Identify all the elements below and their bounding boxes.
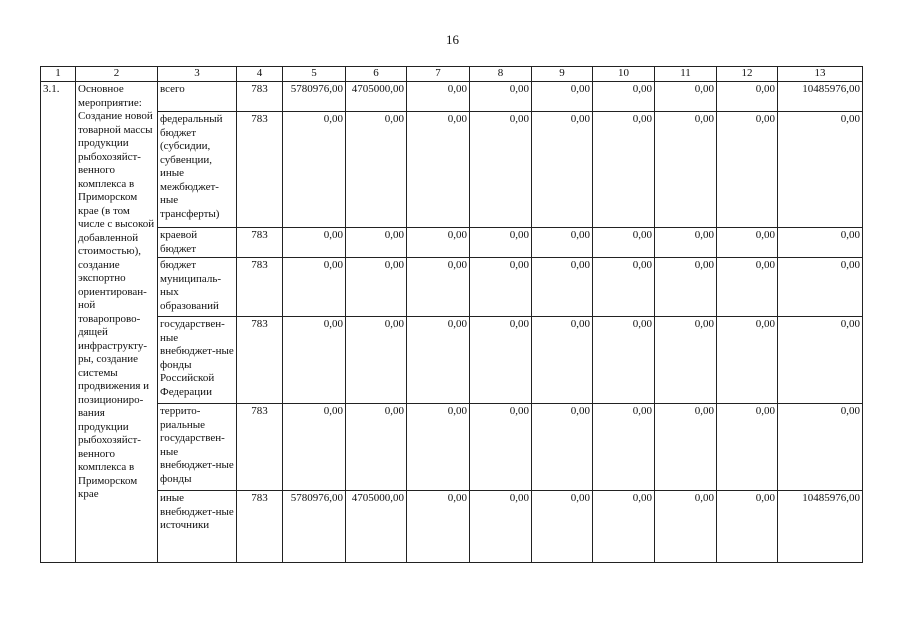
funding-source: бюджет муниципаль-ных образований bbox=[158, 258, 237, 317]
value-cell: 0,00 bbox=[655, 258, 717, 317]
column-header: 1 bbox=[41, 67, 76, 82]
value-cell: 0,00 bbox=[655, 228, 717, 258]
table-row bbox=[41, 317, 863, 404]
value-cell: 0,00 bbox=[532, 317, 593, 404]
funding-source: краевой бюджет bbox=[158, 228, 237, 258]
value-cell: 0,00 bbox=[470, 228, 532, 258]
value-cell: 0,00 bbox=[532, 404, 593, 491]
column-header: 13 bbox=[778, 67, 863, 82]
column-header: 3 bbox=[158, 67, 237, 82]
value-cell: 0,00 bbox=[655, 82, 717, 112]
page-number: 16 bbox=[446, 32, 459, 47]
value-cell: 0,00 bbox=[470, 112, 532, 228]
funding-source: государствен-ные внебюджет-ные фонды Российской Федерации bbox=[158, 317, 237, 404]
column-header: 6 bbox=[346, 67, 407, 82]
value-cell: 0,00 bbox=[346, 404, 407, 491]
value-cell: 0,00 bbox=[470, 258, 532, 317]
value-cell: 4705000,00 bbox=[346, 82, 407, 112]
value-cell: 0,00 bbox=[717, 82, 778, 112]
column-header: 5 bbox=[283, 67, 346, 82]
code-cell: 783 bbox=[237, 82, 283, 112]
column-header: 10 bbox=[593, 67, 655, 82]
value-cell: 0,00 bbox=[407, 112, 470, 228]
value-cell: 0,00 bbox=[778, 112, 863, 228]
value-cell: 0,00 bbox=[470, 82, 532, 112]
value-cell: 0,00 bbox=[717, 404, 778, 491]
value-cell: 10485976,00 bbox=[778, 82, 863, 112]
funding-source: федеральный бюджет (субсидии, субвенции, иные межбюджет-ные трансферты) bbox=[158, 112, 237, 228]
column-header: 8 bbox=[470, 67, 532, 82]
funding-source: иные внебюджет-ные источники bbox=[158, 491, 237, 563]
value-cell: 0,00 bbox=[532, 228, 593, 258]
value-cell: 0,00 bbox=[407, 404, 470, 491]
value-cell: 0,00 bbox=[470, 404, 532, 491]
table-row bbox=[41, 491, 863, 563]
column-header: 2 bbox=[76, 67, 158, 82]
value-cell: 0,00 bbox=[407, 317, 470, 404]
value-cell: 0,00 bbox=[655, 317, 717, 404]
value-cell: 0,00 bbox=[593, 112, 655, 228]
value-cell: 0,00 bbox=[655, 491, 717, 563]
value-cell: 0,00 bbox=[470, 317, 532, 404]
value-cell: 0,00 bbox=[717, 491, 778, 563]
value-cell: 0,00 bbox=[346, 317, 407, 404]
column-header: 9 bbox=[532, 67, 593, 82]
code-cell: 783 bbox=[237, 228, 283, 258]
column-header: 12 bbox=[717, 67, 778, 82]
value-cell: 0,00 bbox=[593, 491, 655, 563]
value-cell: 0,00 bbox=[717, 112, 778, 228]
value-cell: 0,00 bbox=[532, 82, 593, 112]
value-cell: 0,00 bbox=[717, 317, 778, 404]
value-cell: 0,00 bbox=[717, 228, 778, 258]
header-row bbox=[41, 67, 863, 82]
budget-table bbox=[40, 66, 863, 563]
value-cell: 5780976,00 bbox=[283, 491, 346, 563]
value-cell: 0,00 bbox=[532, 112, 593, 228]
value-cell: 0,00 bbox=[283, 112, 346, 228]
column-header: 11 bbox=[655, 67, 717, 82]
value-cell: 0,00 bbox=[655, 404, 717, 491]
value-cell: 0,00 bbox=[593, 317, 655, 404]
code-cell: 783 bbox=[237, 258, 283, 317]
value-cell: 0,00 bbox=[778, 258, 863, 317]
value-cell: 0,00 bbox=[778, 404, 863, 491]
table-row bbox=[41, 82, 863, 112]
value-cell: 0,00 bbox=[593, 228, 655, 258]
value-cell: 0,00 bbox=[593, 258, 655, 317]
value-cell: 10485976,00 bbox=[778, 491, 863, 563]
code-cell: 783 bbox=[237, 112, 283, 228]
value-cell: 0,00 bbox=[407, 228, 470, 258]
activity-name: Основное мероприятие: Создание новой товарной массы продукции рыбохозяйст-венного комплекса в Приморском крае (в том числе с высокой добавленной стоимостью), создание экспортно ориентирован-ной товаропрово-дящей инфраструкту-ры, создание системы продвижения и позициониро-вания продукции рыбохозяйст-венного комплекса в Приморском крае bbox=[76, 82, 158, 563]
funding-source: террито-риальные государствен-ные внебюджет-ные фонды bbox=[158, 404, 237, 491]
value-cell: 0,00 bbox=[283, 228, 346, 258]
code-cell: 783 bbox=[237, 317, 283, 404]
value-cell: 0,00 bbox=[407, 491, 470, 563]
value-cell: 0,00 bbox=[283, 404, 346, 491]
code-cell: 783 bbox=[237, 404, 283, 491]
value-cell: 0,00 bbox=[593, 82, 655, 112]
value-cell: 0,00 bbox=[283, 317, 346, 404]
value-cell: 0,00 bbox=[407, 82, 470, 112]
funding-source: всего bbox=[158, 82, 237, 112]
value-cell: 0,00 bbox=[717, 258, 778, 317]
value-cell: 0,00 bbox=[593, 404, 655, 491]
value-cell: 0,00 bbox=[407, 258, 470, 317]
value-cell: 5780976,00 bbox=[283, 82, 346, 112]
value-cell: 0,00 bbox=[655, 112, 717, 228]
value-cell: 0,00 bbox=[778, 228, 863, 258]
row-number: 3.1. bbox=[41, 82, 76, 563]
table-row bbox=[41, 112, 863, 228]
table-row bbox=[41, 228, 863, 258]
value-cell: 0,00 bbox=[346, 258, 407, 317]
column-header: 7 bbox=[407, 67, 470, 82]
value-cell: 0,00 bbox=[470, 491, 532, 563]
column-header: 4 bbox=[237, 67, 283, 82]
value-cell: 0,00 bbox=[778, 317, 863, 404]
value-cell: 0,00 bbox=[532, 258, 593, 317]
code-cell: 783 bbox=[237, 491, 283, 563]
value-cell: 0,00 bbox=[346, 112, 407, 228]
table-row bbox=[41, 404, 863, 491]
value-cell: 0,00 bbox=[283, 258, 346, 317]
value-cell: 0,00 bbox=[346, 228, 407, 258]
value-cell: 4705000,00 bbox=[346, 491, 407, 563]
table-row bbox=[41, 258, 863, 317]
value-cell: 0,00 bbox=[532, 491, 593, 563]
